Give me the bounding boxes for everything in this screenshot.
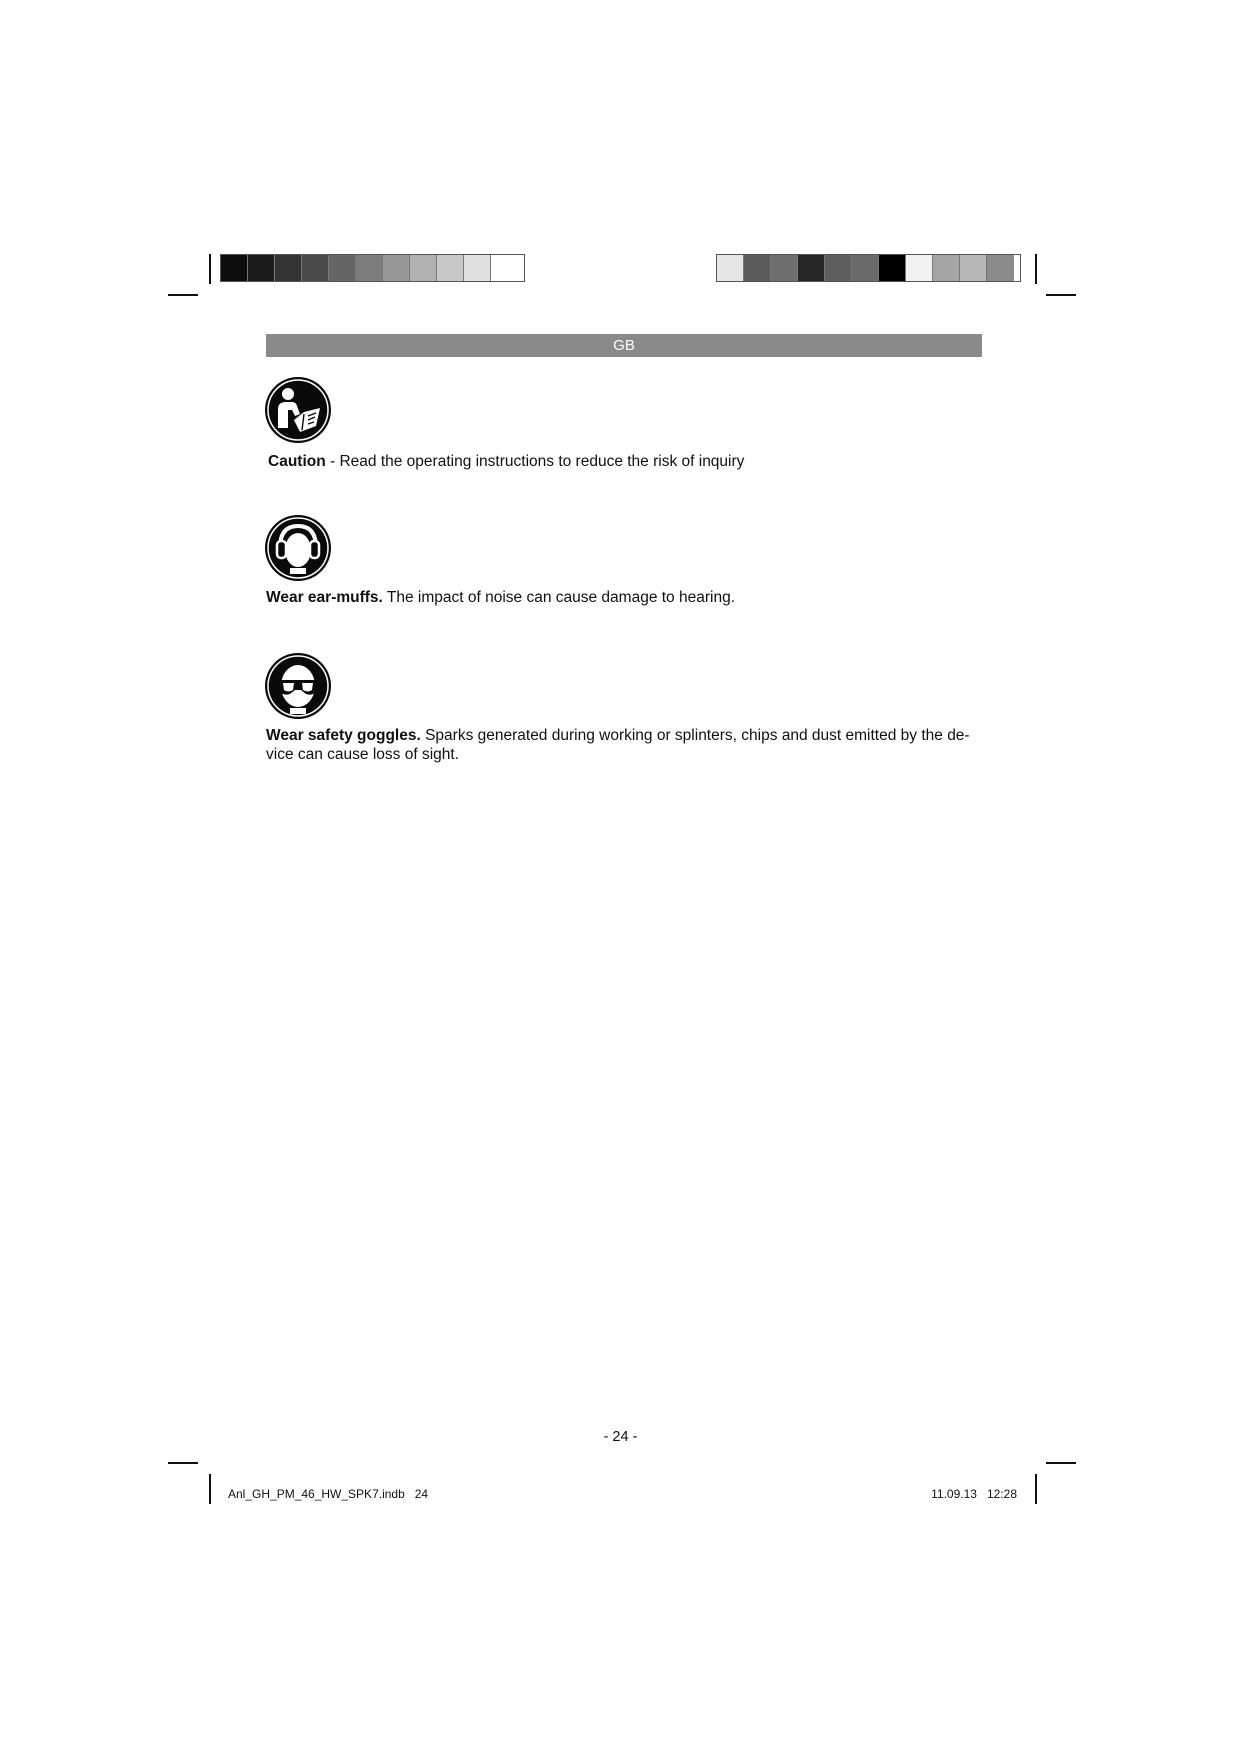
calibration-swatch — [933, 255, 960, 281]
calibration-swatch — [491, 255, 518, 281]
calibration-swatch — [302, 255, 329, 281]
color-calibration-strip-right — [716, 254, 1021, 282]
instruction-title: Wear ear-muffs. — [266, 589, 383, 606]
calibration-swatch — [383, 255, 410, 281]
crop-mark-top-right-vertical — [1035, 254, 1037, 284]
instruction-title: Caution — [268, 453, 326, 470]
calibration-swatch — [852, 255, 879, 281]
calibration-swatch — [879, 255, 906, 281]
calibration-swatch — [798, 255, 825, 281]
crop-mark-top-left-vertical — [209, 254, 211, 284]
calibration-swatch — [410, 255, 437, 281]
calibration-swatch — [356, 255, 383, 281]
crop-mark-bottom-right-vertical — [1035, 1474, 1037, 1504]
instruction-safety-goggles — [266, 726, 982, 764]
footer-timestamp: 11.09.13 12:28 — [931, 1487, 1017, 1501]
calibration-swatch — [906, 255, 933, 281]
instruction-title: Wear safety goggles. — [266, 727, 421, 744]
language-header-bar — [266, 334, 982, 357]
crop-mark-top-left-horizontal — [168, 294, 198, 296]
instruction-read-manual — [268, 452, 984, 471]
calibration-swatch — [329, 255, 356, 281]
instruction-text: - Read the operating instructions to reduce the risk of inquiry — [325, 453, 745, 470]
language-label: GB — [613, 337, 635, 354]
color-calibration-strip-left — [220, 254, 525, 282]
calibration-swatch — [744, 255, 771, 281]
crop-mark-bottom-left-vertical — [209, 1474, 211, 1504]
instruction-ear-muffs — [266, 588, 982, 607]
calibration-swatch — [987, 255, 1014, 281]
crop-mark-top-right-horizontal — [1046, 294, 1076, 296]
crop-mark-bottom-right-horizontal — [1046, 1462, 1076, 1464]
read-manual-icon — [264, 376, 332, 444]
instruction-text: The impact of noise can cause damage to hearing. — [382, 589, 736, 606]
calibration-swatch — [825, 255, 852, 281]
calibration-swatch — [248, 255, 275, 281]
calibration-swatch — [771, 255, 798, 281]
crop-mark-bottom-left-horizontal — [168, 1462, 198, 1464]
calibration-swatch — [464, 255, 491, 281]
calibration-swatch — [221, 255, 248, 281]
calibration-swatch — [717, 255, 744, 281]
calibration-swatch — [437, 255, 464, 281]
calibration-swatch — [275, 255, 302, 281]
calibration-swatch — [960, 255, 987, 281]
safety-goggles-icon — [264, 652, 332, 720]
footer-file-name: Anl_GH_PM_46_HW_SPK7.indb 24 — [228, 1487, 429, 1501]
page-number: - 24 - — [603, 1429, 638, 1445]
instruction-text: Sparks generated during working or splinters, chips and dust emitted by the de-vice can cause loss of sight. — [266, 727, 970, 763]
ear-muffs-icon — [264, 514, 332, 582]
